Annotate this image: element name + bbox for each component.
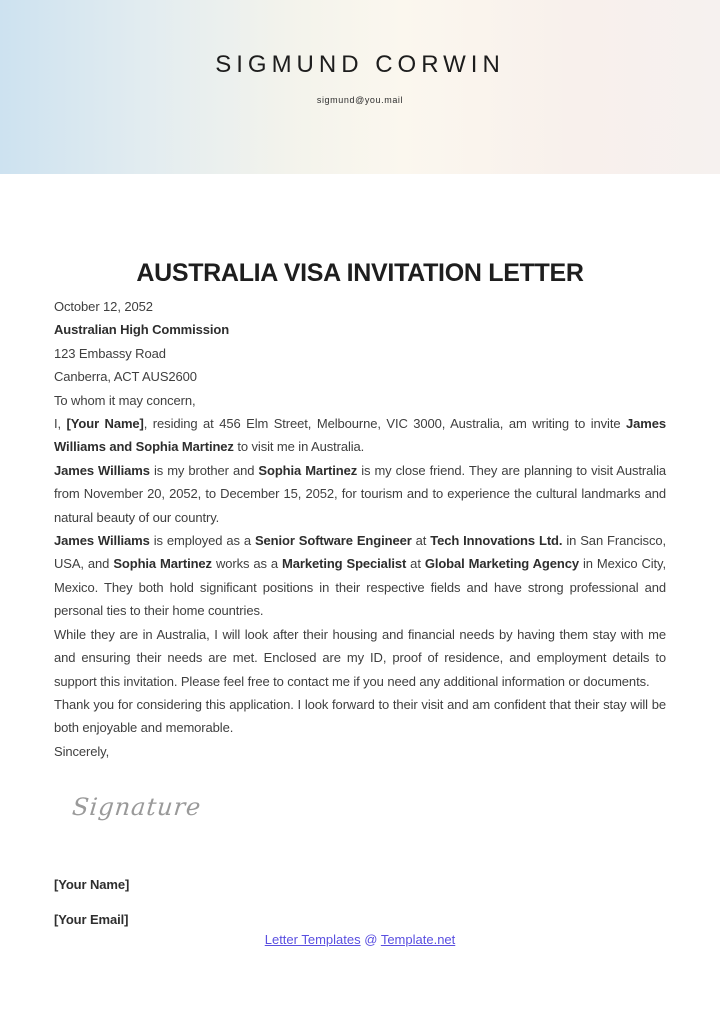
letter-body — [0, 174, 720, 948]
letter-paragraph: I, [Your Name], residing at 456 Elm Street, Melbourne, VIC 3000, Australia, am writing to invite James Williams and Sophia Martinez to visit me in Australia. — [54, 416, 666, 455]
letterhead-email: sigmund@you.mail — [316, 95, 404, 105]
closing: Sincerely, — [54, 743, 110, 759]
signature-script: Signature — [70, 793, 203, 822]
template-net-link[interactable]: Template.net — [380, 931, 456, 947]
letter-paragraph: James Williams is my brother and Sophia Martinez is my close friend. They are planning to visit Australia from November 20, 2052, to December 15, 2052, for tourism and to experience the cultural landmarks and natural beauty of our country. — [54, 462, 666, 525]
letter-date: October 12, 2052 — [54, 299, 153, 314]
letterhead — [0, 0, 720, 174]
recipient-name: Australian High Commission — [54, 322, 230, 338]
letterhead-name: SIGMUND CORWIN — [215, 51, 505, 78]
letter-templates-link[interactable]: Letter Templates — [264, 931, 361, 947]
letter-paragraphs — [54, 412, 666, 740]
letter-paragraph: While they are in Australia, I will look after their housing and financial needs by having them stay with me and ensuring their needs are met. Enclosed are my ID, proof of residence, and employment details to support this invitation. Please feel free to contact me if you need any additional information or documents. — [54, 626, 666, 689]
letter-paragraph: Thank you for considering this application. I look forward to their visit and am confident that their stay will be both enjoyable and memorable. — [54, 696, 666, 736]
footer-attribution — [54, 932, 666, 948]
letter-paragraph: James Williams is employed as a Senior Software Engineer at Tech Innovations Ltd. in San Francisco, USA, and Sophia Martinez works as a Marketing Specialist at Global Marketing Agency in Mexico City, Mexico. They both hold significant positions in their respective fields and have strong professional and personal ties to their home countries. — [54, 533, 666, 619]
salutation: To whom it may concern, — [54, 392, 196, 408]
signoff-name: [Your Name] — [54, 877, 130, 893]
recipient-address-line1: 123 Embassy Road — [54, 345, 166, 361]
letter-title: AUSTRALIA VISA INVITATION LETTER — [136, 259, 584, 287]
recipient-address-line2: Canberra, ACT AUS2600 — [54, 369, 197, 385]
signoff-email: [Your Email] — [54, 911, 129, 927]
footer-separator: @ — [364, 931, 378, 947]
